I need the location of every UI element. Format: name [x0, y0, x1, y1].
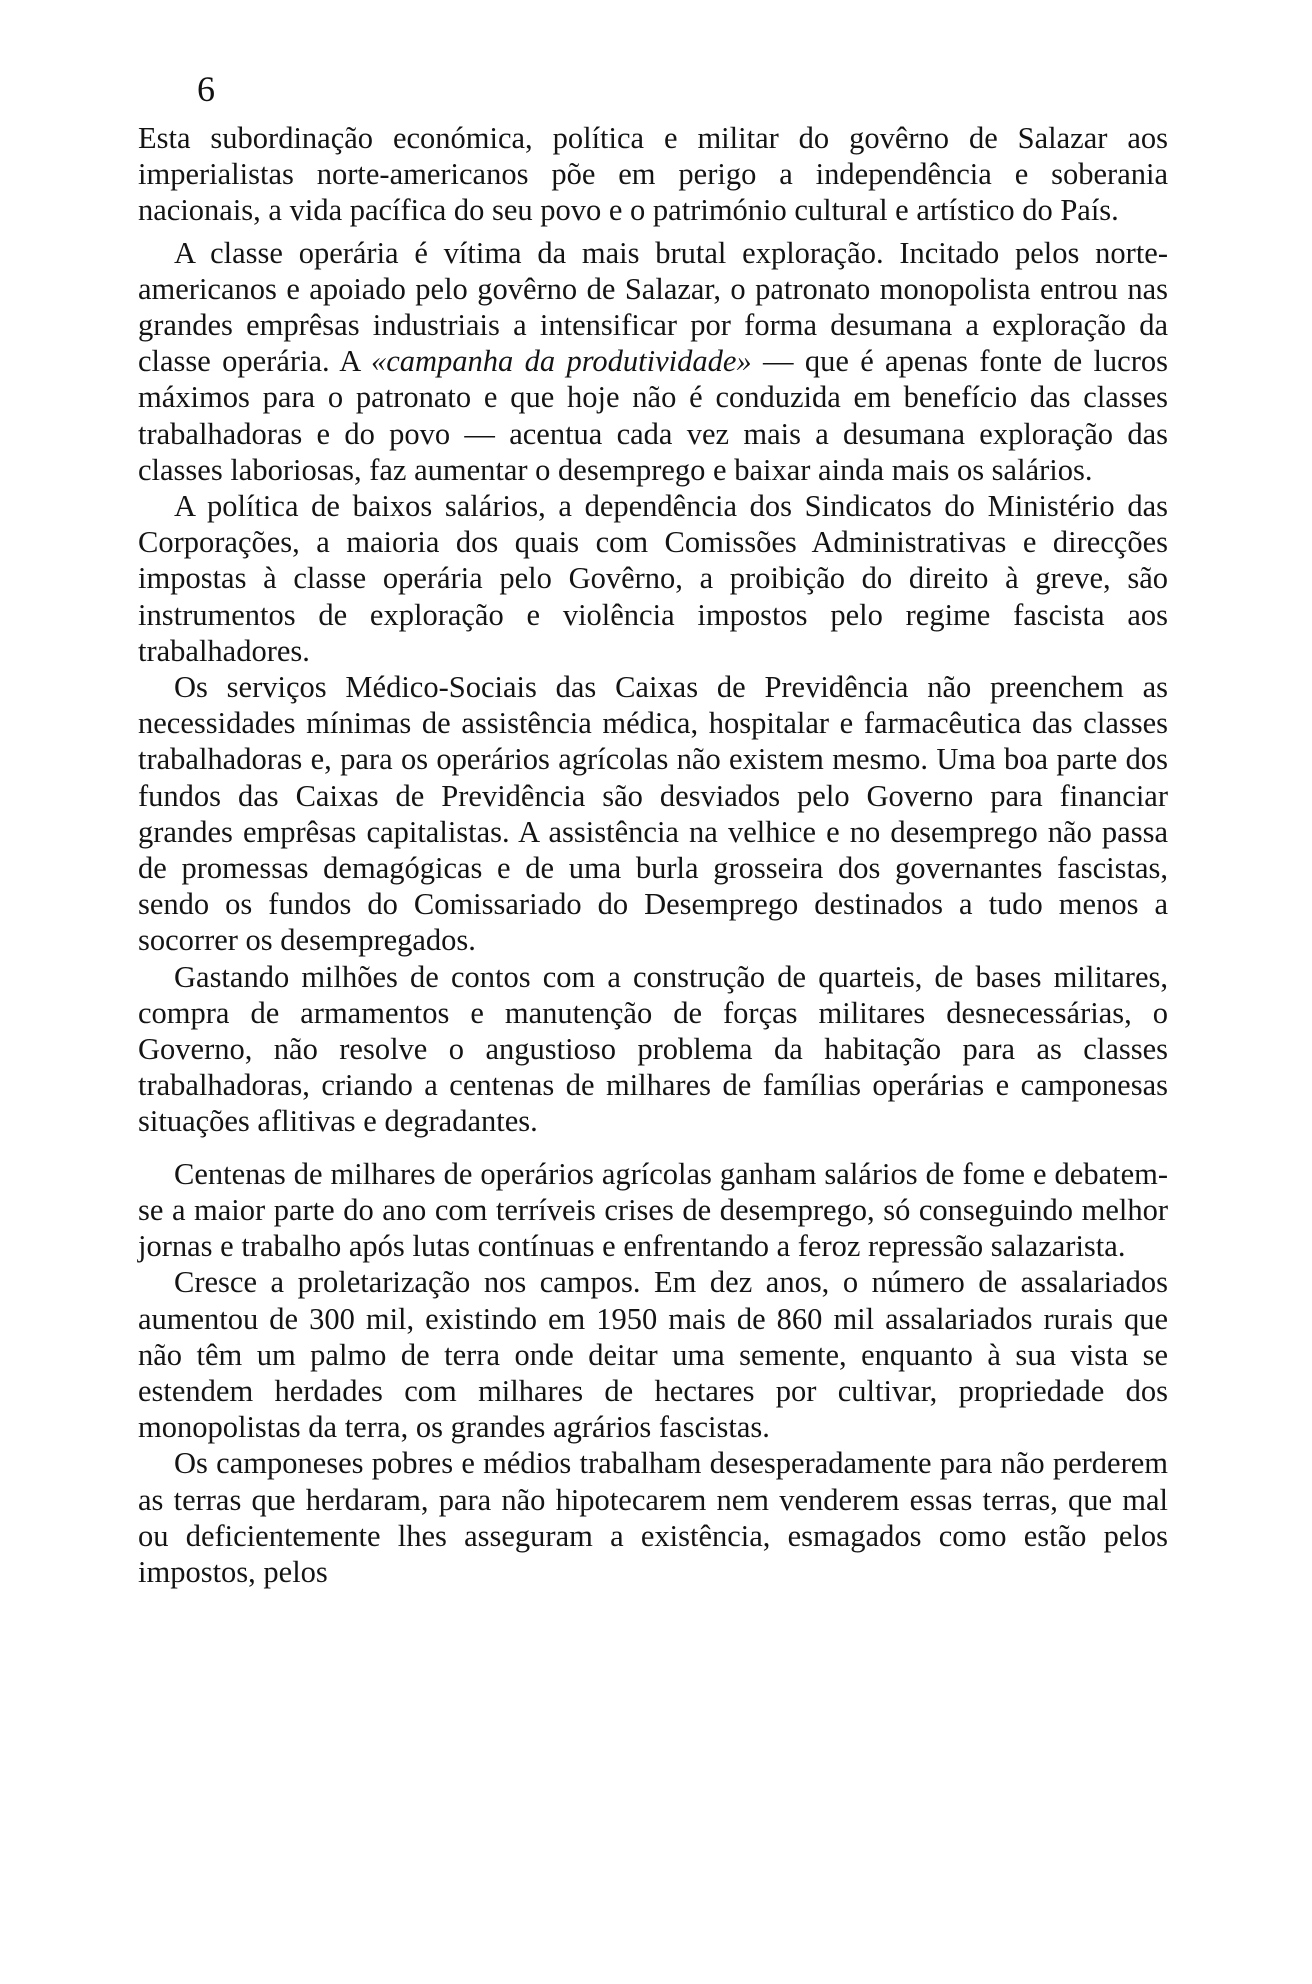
body-text — [138, 120, 1168, 1590]
paragraph-8: Os camponeses pobres e médios trabalham desesperadamente para não perderem as terras que herdaram, para não hipotecarem nem venderem essas terras, que mal ou deficientemente lhes asseguram a existência, esmagados como estão pelos impostos, pelos — [138, 1446, 1168, 1589]
page-number: 6 — [197, 69, 215, 109]
paragraph-2 — [138, 235, 1168, 488]
campanha-produtividade-emphasis: «campanha da produtividade» — [370, 344, 752, 379]
paragraph-4: Os serviços Médico-Sociais das Caixas de Previdência não preenchem as necessidades mínimas de assistência médica, hospitalar e farmacêutica das classes trabalhadoras e, para os operários agrícolas não existem mesmo. Uma boa parte dos fundos das Caixas de Previdência são desviados pelo Governo para financiar grandes emprêsas capitalistas. A assistência na velhice e no desemprego não passa de promessas demagógicas e de uma burla grosseira dos governantes fascistas, sendo os fundos do Comissariado do Desemprego destinados a tudo menos a socorrer os desempregados. — [138, 670, 1168, 958]
paragraph-2-text-a: A classe operária é vítima da mais brutal exploração. Incitado pelos norte-americanos e apoiado pelo govêrno de Salazar, o patronato monopolista entrou nas grandes emprêsas industriais a intensificar por forma desumana a exploração da classe operária. A — [138, 235, 1168, 379]
paragraph-5: Gastando milhões de contos com a construção de quarteis, de bases militares, compra de armamentos e manutenção de forças militares desnecessárias, o Governo, não resolve o angustioso problema da habitação para as classes trabalhadoras, criando a centenas de milhares de famílias operárias e camponesas situações aflitivas e degradantes. — [138, 959, 1168, 1139]
paragraph-3: A política de baixos salários, a dependência dos Sindicatos do Ministério das Corporações, a maioria dos quais com Comissões Administrativas e direcções impostas à classe operária pelo Govêrno, a proibição do direito à greve, são instrumentos de exploração e violência impostos pelo regime fascista aos trabalhadores. — [138, 489, 1168, 668]
paragraph-6: Centenas de milhares de operários agrícolas ganham salários de fome e debatem-se a maior parte do ano com terríveis crises de desemprego, só conseguindo melhor jornas e trabalho após lutas contínuas e enfrentando a feroz repressão salazarista. — [138, 1156, 1168, 1264]
paragraph-1: Esta subordinação económica, política e militar do govêrno de Salazar aos imperialistas norte-americanos põe em perigo a independência e soberania nacionais, a vida pacífica do seu povo e o património cultural e artístico do País. — [138, 121, 1168, 228]
paragraph-2-text-b: — que é apenas fonte de lucros máximos para o patronato e que hoje não é conduzida em benefício das classes trabalhadoras e do povo — acentua cada vez mais a desumana exploração das classes laboriosas, faz aumentar o desemprego e baixar ainda mais os salários. — [138, 344, 1168, 487]
paragraph-7: Cresce a proletarização nos campos. Em dez anos, o número de assalariados aumentou de 300 mil, existindo em 1950 mais de 860 mil assalariados rurais que não têm um palmo de terra onde deitar uma semente, enquanto à sua vista se estendem herdades com milhares de hectares por cultivar, propriedade dos monopolistas da terra, os grandes agrários fascistas. — [138, 1265, 1168, 1445]
